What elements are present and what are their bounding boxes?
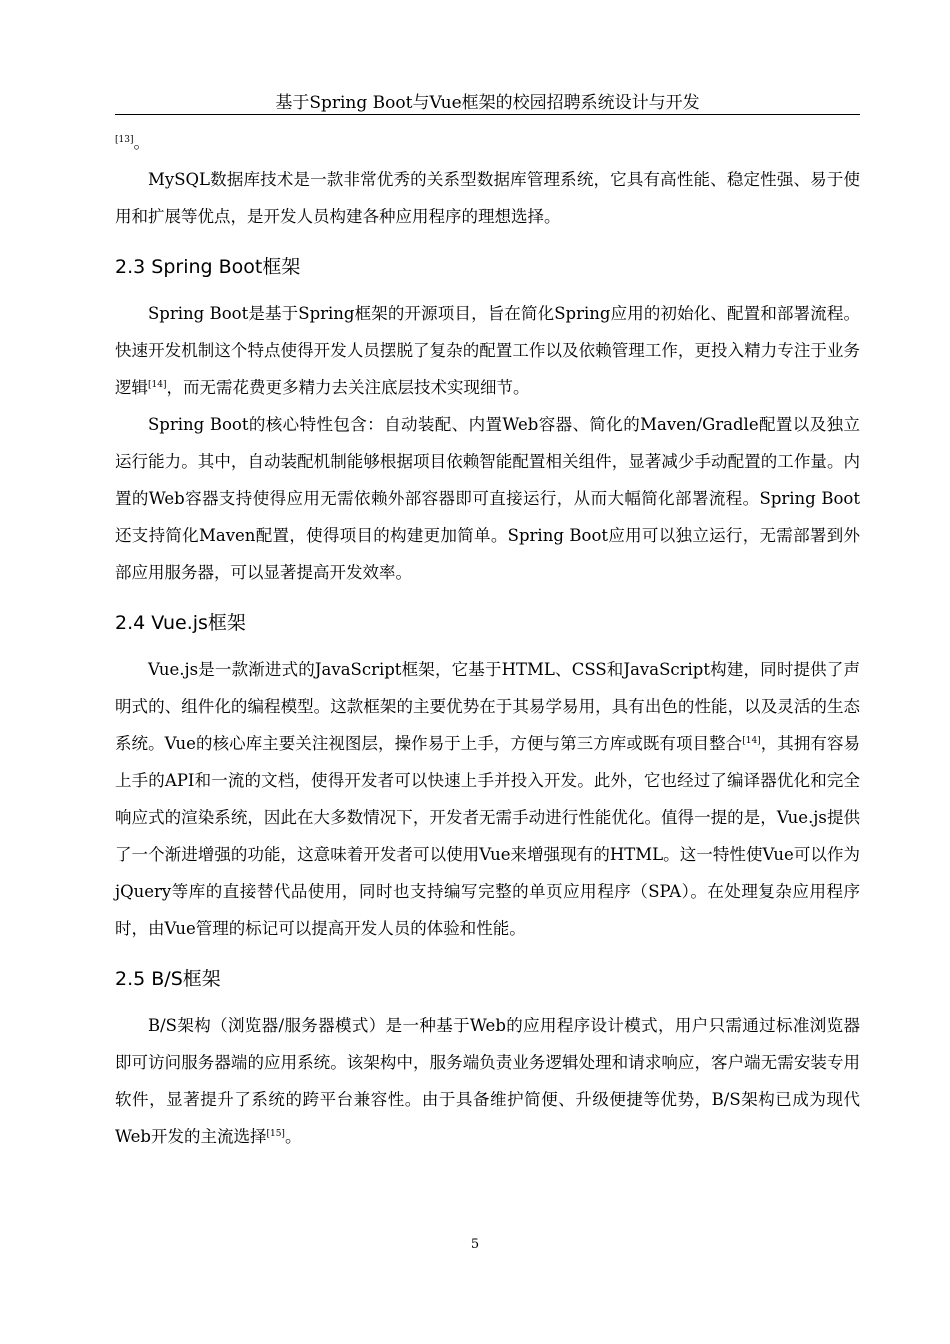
paragraph-text: Vue.js是一款渐进式的JavaScript框架，它基于HTML、CSS和JavaScript构建，同时提供了声明式的、组件化的编程模型。这款框架的主要优势在于其易学易用，具有出色的性能，以及灵活的生态系统。Vue的核心库主要关注视图层，操作易于上手，方便与第三方库或既有项目整合 <box>115 660 860 753</box>
section-heading-2-5: 2.5 B/S框架 <box>115 968 221 990</box>
running-header: 基于Spring Boot与Vue框架的校园招聘系统设计与开发 <box>275 93 700 113</box>
paragraph-mysql: MySQL数据库技术是一款非常优秀的关系型数据库管理系统，它具有高性能、稳定性强、易于使用和扩展等优点，是开发人员构建各种应用程序的理想选择。 <box>115 170 860 226</box>
paragraph-text: ，其拥有容易上手的API和一流的文档，使得开发者可以快速上手并投入开发。此外，它也经过了编译器优化和完全响应式的渲染系统，因此在大多数情况下，开发者无需手动进行性能优化。值得一提的是，Vue.js提供了一个渐进增强的功能，这意味着开发者可以使用Vue来增强现有的HTML。这一特性使Vue可以作为jQuery等库的直接替代品使用，同时也支持编写完整的单页应用程序（SPA）。在处理复杂应用程序时，由Vue管理的标记可以提高开发人员的体验和性能。 <box>115 734 861 938</box>
paragraph-springboot-intro <box>115 295 860 406</box>
citation-ref: [15] <box>266 1129 285 1139</box>
paragraph-text: 。 <box>284 1127 302 1146</box>
header-rule <box>115 114 860 115</box>
body-content <box>115 124 860 1155</box>
paragraph-springboot-features: Spring Boot的核心特性包含：自动装配、内置Web容器、简化的Maven/Gradle配置以及独立运行能力。其中，自动装配机制能够根据项目依赖智能配置相关组件，显著减少手动配置的工作量。内置的Web容器支持使得应用无需依赖外部容器即可直接运行，从而大幅简化部署流程。Spring Boot还支持简化Maven配置，使得项目的构建更加简单。Spring Boot应用可以独立运行，无需部署到外部应用服务器，可以显著提高开发效率。 <box>115 415 860 582</box>
citation-ref: [14] <box>742 736 761 746</box>
paragraph-text: Spring Boot是基于Spring框架的开源项目，旨在简化Spring应用的初始化、配置和部署流程。快速开发机制这个特点使得开发人员摆脱了复杂的配置工作以及依赖管理工作，更投入精力专注于业务逻辑 <box>115 304 860 397</box>
paragraph-vue <box>115 651 860 947</box>
paragraph-bs <box>115 1007 860 1155</box>
citation-ref: [14] <box>148 380 167 390</box>
page-number: 5 <box>470 1237 480 1252</box>
continuation-line <box>115 124 860 161</box>
citation-ref: [13] <box>115 135 134 145</box>
paragraph-text: B/S架构（浏览器/服务器模式）是一种基于Web的应用程序设计模式，用户只需通过标准浏览器即可访问服务器端的应用系统。该架构中，服务端负责业务逻辑处理和请求响应，客户端无需安装专用软件，显著提升了系统的跨平台兼容性。由于具备维护简便、升级便捷等优势，B/S架构已成为现代Web开发的主流选择 <box>115 1016 860 1146</box>
continuation-tail: 。 <box>133 133 150 152</box>
section-heading-2-3: 2.3 Spring Boot框架 <box>115 256 301 278</box>
section-heading-2-4: 2.4 Vue.js框架 <box>115 612 246 634</box>
paragraph-text: ，而无需花费更多精力去关注底层技术实现细节。 <box>166 378 530 397</box>
